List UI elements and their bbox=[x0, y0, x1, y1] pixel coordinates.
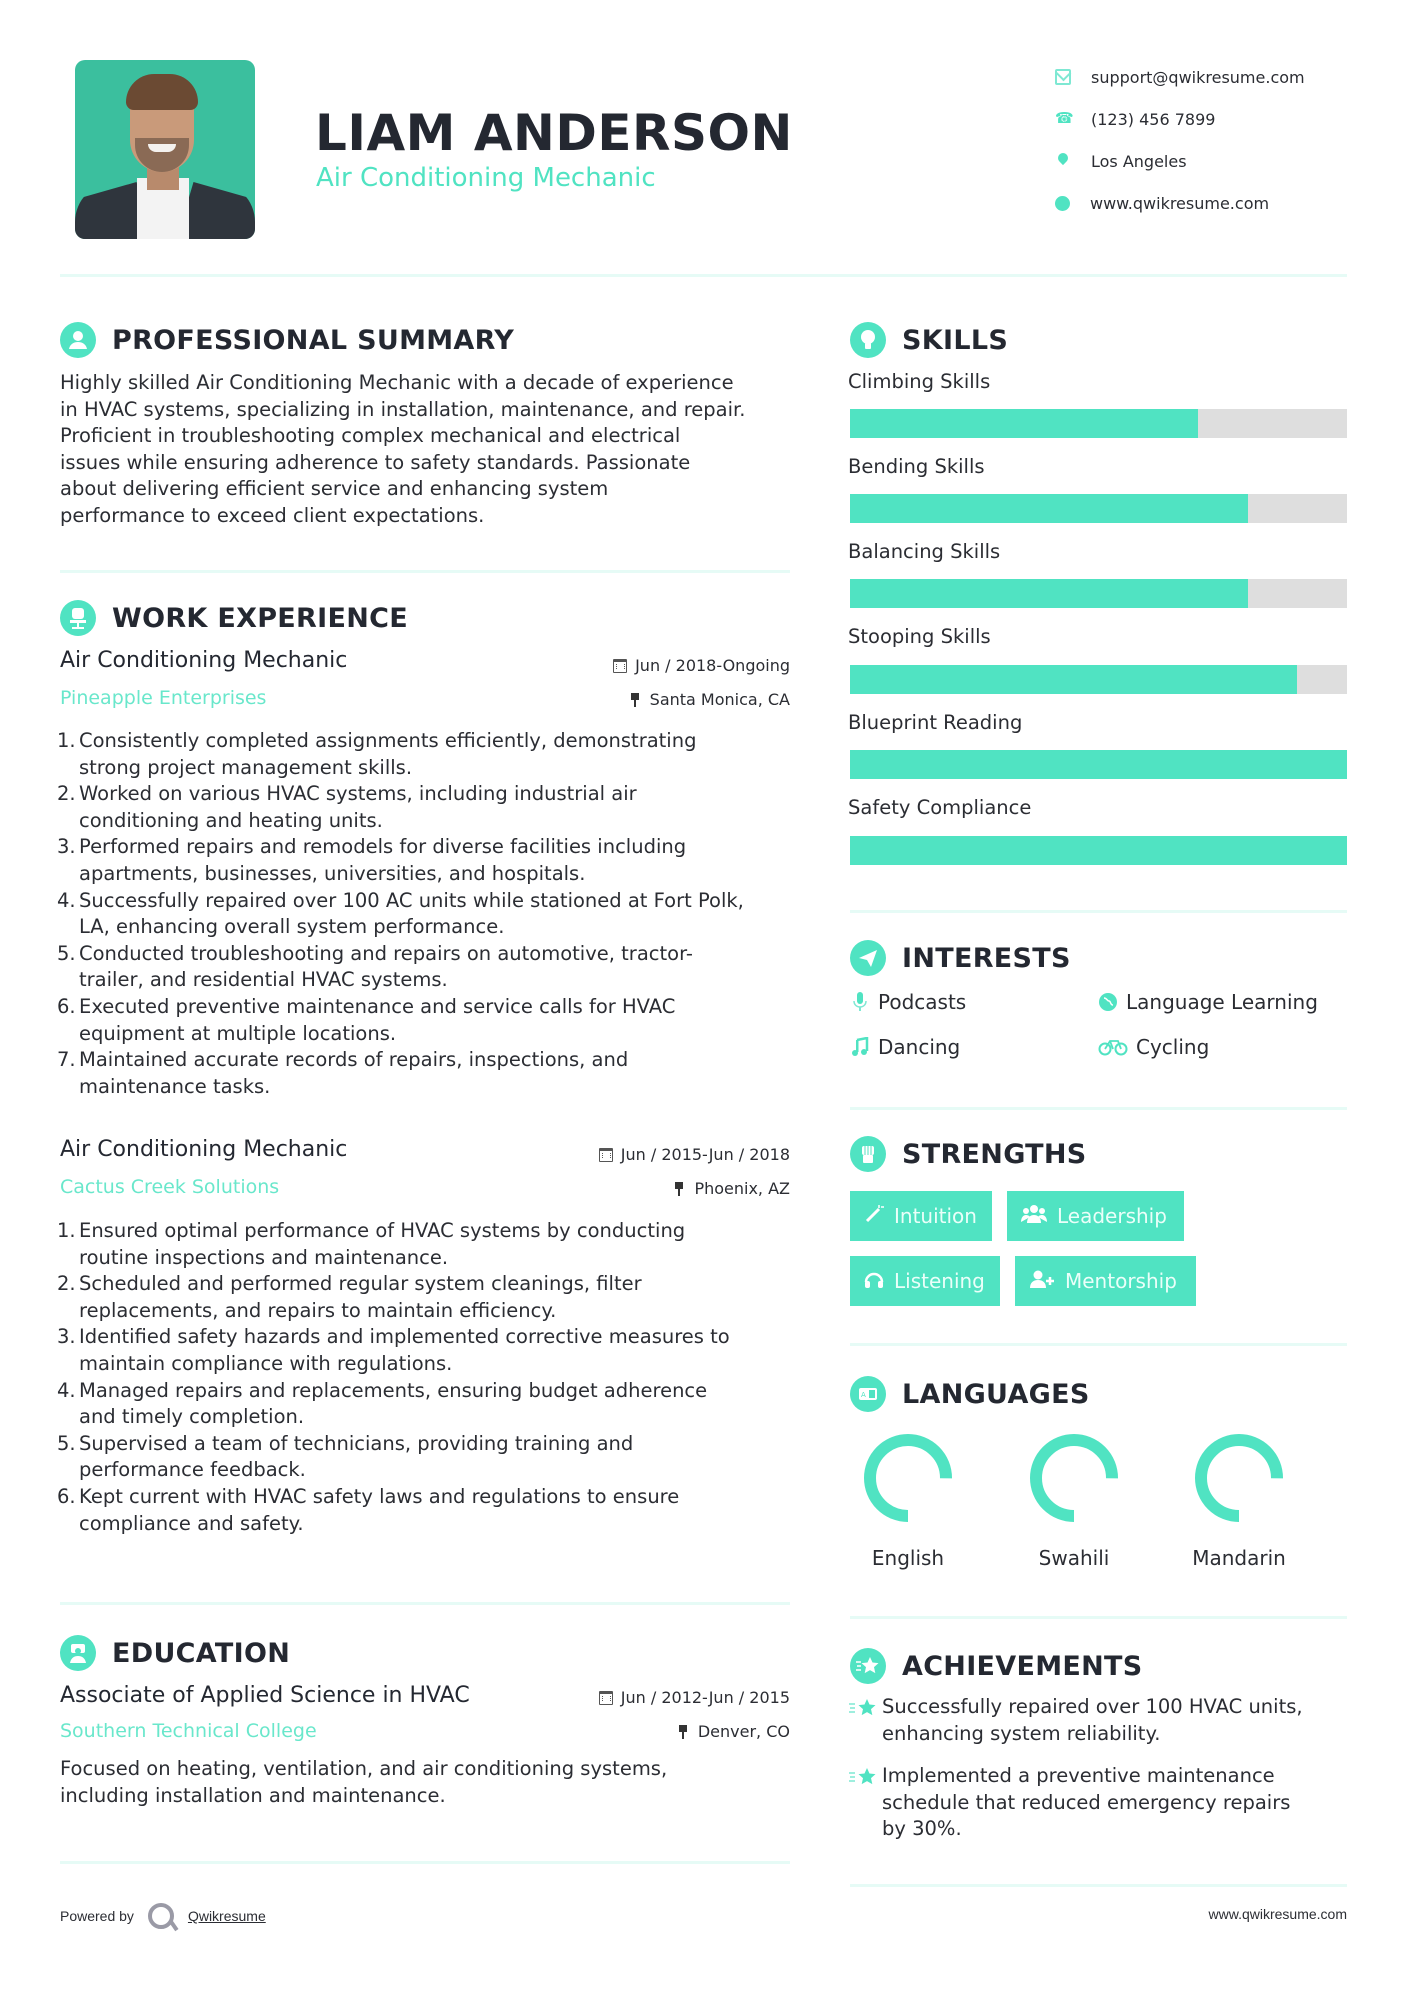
skill-label: Safety Compliance bbox=[848, 796, 1032, 819]
language-progress-ring bbox=[860, 1430, 956, 1526]
skill-bar bbox=[850, 836, 1347, 865]
language-item bbox=[1014, 1430, 1134, 1570]
star-icon bbox=[850, 1648, 886, 1684]
language-progress-ring bbox=[1026, 1430, 1122, 1526]
education-location: Denver, CO bbox=[676, 1722, 790, 1741]
user-icon bbox=[60, 322, 96, 358]
footer-url[interactable]: www.qwikresume.com bbox=[1208, 1906, 1347, 1922]
section-title: INTERESTS bbox=[902, 942, 1071, 974]
skill-bar bbox=[850, 579, 1347, 608]
phone-text: (123) 456 7899 bbox=[1091, 109, 1216, 129]
pushpin-icon bbox=[676, 1725, 690, 1739]
skill-label: Balancing Skills bbox=[848, 540, 1001, 563]
left-column bbox=[57, 0, 790, 1990]
section-title: EDUCATION bbox=[112, 1637, 291, 1669]
list-item: 2. Worked on various HVAC systems, including industrial air conditioning and heating units. bbox=[57, 782, 637, 832]
footer-powered-by bbox=[60, 1903, 266, 1929]
job-role: Air Conditioning Mechanic bbox=[60, 648, 348, 673]
languages-header bbox=[850, 1376, 1090, 1412]
pushpin-icon bbox=[628, 693, 642, 707]
skill-bar bbox=[850, 409, 1347, 438]
skill-label: Blueprint Reading bbox=[848, 711, 1023, 734]
fist-icon bbox=[850, 1136, 886, 1172]
skill-bar bbox=[850, 665, 1347, 694]
office-chair-icon bbox=[60, 600, 96, 636]
job-company: Pineapple Enterprises bbox=[60, 687, 267, 709]
job-dates: Jun / 2018-Ongoing bbox=[613, 656, 790, 675]
section-title: PROFESSIONAL SUMMARY bbox=[112, 324, 515, 356]
calendar-icon bbox=[599, 1691, 613, 1705]
list-item: 3. Identified safety hazards and implemented corrective measures to maintain compliance with regulations. bbox=[57, 1325, 730, 1375]
skill-label: Stooping Skills bbox=[848, 625, 991, 648]
list-item: 2. Scheduled and performed regular system cleanings, filter replacements, and repairs to maintain efficiency. bbox=[57, 1272, 642, 1322]
list-item: 1. Consistently completed assignments efficiently, demonstrating strong project management skills. bbox=[57, 729, 697, 779]
list-item: 4. Managed repairs and replacements, ensuring budget adherence and timely completion. bbox=[57, 1378, 708, 1429]
strength-tag: Listening bbox=[850, 1256, 1000, 1306]
section-divider bbox=[850, 1884, 1347, 1887]
achievement-item: Implemented a preventive maintenance schedule that reduced emergency repairs by 30%. bbox=[848, 1763, 1348, 1843]
list-item: 5. Supervised a team of technicians, providing training and performance feedback. bbox=[57, 1431, 634, 1482]
language-item bbox=[848, 1430, 968, 1570]
section-divider bbox=[850, 1616, 1347, 1619]
list-item: 6. Executed preventive maintenance and service calls for HVAC equipment at multiple locations. bbox=[57, 994, 676, 1045]
strengths-header bbox=[850, 1136, 1087, 1172]
calendar-icon bbox=[613, 659, 627, 673]
candidate-title: Air Conditioning Mechanic bbox=[316, 163, 656, 193]
paper-plane-icon bbox=[850, 940, 886, 976]
skill-bar-fill bbox=[850, 836, 1347, 865]
list-item: 1. Ensured optimal performance of HVAC systems by conducting routine inspections and maintenance. bbox=[57, 1219, 686, 1269]
education-header bbox=[60, 1635, 290, 1671]
interests-header bbox=[850, 940, 1071, 976]
right-column bbox=[848, 0, 1348, 1990]
section-title: LANGUAGES bbox=[902, 1378, 1090, 1410]
magic-wand-icon bbox=[864, 1204, 884, 1229]
microphone-icon bbox=[850, 991, 870, 1013]
user-plus-icon bbox=[1029, 1269, 1055, 1294]
section-divider bbox=[850, 1343, 1347, 1346]
job-location: Phoenix, AZ bbox=[672, 1179, 790, 1198]
pushpin-icon bbox=[672, 1182, 686, 1196]
job-location: Santa Monica, CA bbox=[628, 690, 790, 709]
job-company: Cactus Creek Solutions bbox=[60, 1176, 280, 1198]
email-text: support@qwikresume.com bbox=[1091, 67, 1305, 87]
calendar-icon bbox=[599, 1148, 613, 1162]
translate-icon bbox=[850, 1376, 886, 1412]
section-title: SKILLS bbox=[902, 324, 1009, 356]
music-note-icon bbox=[850, 1036, 870, 1058]
interest-item: Podcasts bbox=[850, 990, 966, 1014]
lightbulb-icon bbox=[850, 322, 886, 358]
list-item: 4. Successfully repaired over 100 AC units while stationed at Fort Polk, LA, enhancing overall system performance. bbox=[57, 888, 744, 939]
shooting-star-icon bbox=[848, 1763, 882, 1843]
list-item: 5. Conducted troubleshooting and repairs on automotive, tractor- trailer, and residential HVAC systems. bbox=[57, 941, 693, 992]
section-divider bbox=[850, 1107, 1347, 1110]
job-dates: Jun / 2015-Jun / 2018 bbox=[599, 1145, 790, 1164]
section-divider bbox=[60, 570, 790, 573]
summary-header bbox=[60, 322, 514, 358]
skill-bar-fill bbox=[850, 750, 1347, 779]
strength-tag: Intuition bbox=[850, 1191, 992, 1241]
section-title: WORK EXPERIENCE bbox=[112, 602, 408, 634]
school: Southern Technical College bbox=[60, 1720, 317, 1742]
location-text: Los Angeles bbox=[1091, 151, 1187, 171]
shooting-star-icon bbox=[848, 1694, 882, 1747]
skill-bar-fill bbox=[850, 665, 1297, 694]
brand-link[interactable]: Qwikresume bbox=[187, 1908, 266, 1924]
svg-text:A: A bbox=[861, 1391, 866, 1399]
globe-icon bbox=[1098, 991, 1118, 1013]
qwikresume-logo-icon bbox=[148, 1903, 174, 1929]
language-progress-ring bbox=[1191, 1430, 1287, 1526]
skill-bar-fill bbox=[850, 409, 1198, 438]
section-divider bbox=[60, 1861, 790, 1864]
job-bullets bbox=[57, 1218, 797, 1537]
achievement-item: Successfully repaired over 100 HVAC units, enhancing system reliability. bbox=[848, 1694, 1348, 1747]
job-bullets bbox=[57, 728, 797, 1100]
skill-bar-fill bbox=[850, 494, 1248, 523]
language-item bbox=[1179, 1430, 1299, 1570]
powered-by-label: Powered by bbox=[60, 1908, 134, 1924]
section-divider bbox=[60, 1602, 790, 1605]
website-text: www.qwikresume.com bbox=[1090, 193, 1270, 213]
achievements-header bbox=[850, 1648, 1143, 1684]
language-name: Swahili bbox=[1038, 1546, 1110, 1570]
skill-label: Climbing Skills bbox=[848, 370, 991, 393]
experience-header bbox=[60, 600, 408, 636]
skill-label: Bending Skills bbox=[848, 455, 985, 478]
education-dates: Jun / 2012-Jun / 2015 bbox=[599, 1688, 790, 1707]
interest-item: Language Learning bbox=[1098, 990, 1318, 1014]
strength-tag: Mentorship bbox=[1015, 1256, 1196, 1306]
summary-text: Highly skilled Air Conditioning Mechanic with a decade of experience in HVAC systems, specializing in installation, maintenance, and repair. Proficient in troubleshooting complex mechanical and electrical issues while ensuring adherence to safety standards. Passionate about delivering efficient service and enhancing system performance to exceed client expectations. bbox=[60, 371, 746, 527]
list-item: 3. Performed repairs and remodels for diverse facilities including apartments, businesses, universities, and hospitals. bbox=[57, 835, 687, 885]
graduate-icon bbox=[60, 1635, 96, 1671]
language-name: English bbox=[871, 1546, 945, 1570]
strength-tag: Leadership bbox=[1007, 1191, 1184, 1241]
candidate-name: LIAM ANDERSON bbox=[315, 104, 793, 162]
job-role: Air Conditioning Mechanic bbox=[60, 1137, 348, 1162]
skill-bar bbox=[850, 750, 1347, 779]
skills-header bbox=[850, 322, 1008, 358]
bicycle-icon bbox=[1098, 1036, 1128, 1058]
education-description: Focused on heating, ventilation, and air conditioning systems, including installation and maintenance. bbox=[60, 1757, 668, 1807]
skill-bar-fill bbox=[850, 579, 1248, 608]
section-divider bbox=[850, 910, 1347, 913]
section-title: STRENGTHS bbox=[902, 1138, 1087, 1170]
interest-item: Dancing bbox=[850, 1035, 960, 1059]
language-name: Mandarin bbox=[1192, 1546, 1286, 1570]
interest-item: Cycling bbox=[1098, 1035, 1209, 1059]
degree: Associate of Applied Science in HVAC bbox=[60, 1683, 470, 1708]
skill-bar bbox=[850, 494, 1347, 523]
headphones-icon bbox=[864, 1269, 884, 1294]
users-icon bbox=[1021, 1204, 1047, 1229]
list-item: 7. Maintained accurate records of repairs, inspections, and maintenance tasks. bbox=[57, 1048, 629, 1098]
section-title: ACHIEVEMENTS bbox=[902, 1650, 1143, 1682]
list-item: 6. Kept current with HVAC safety laws and regulations to ensure compliance and safety. bbox=[57, 1484, 680, 1535]
